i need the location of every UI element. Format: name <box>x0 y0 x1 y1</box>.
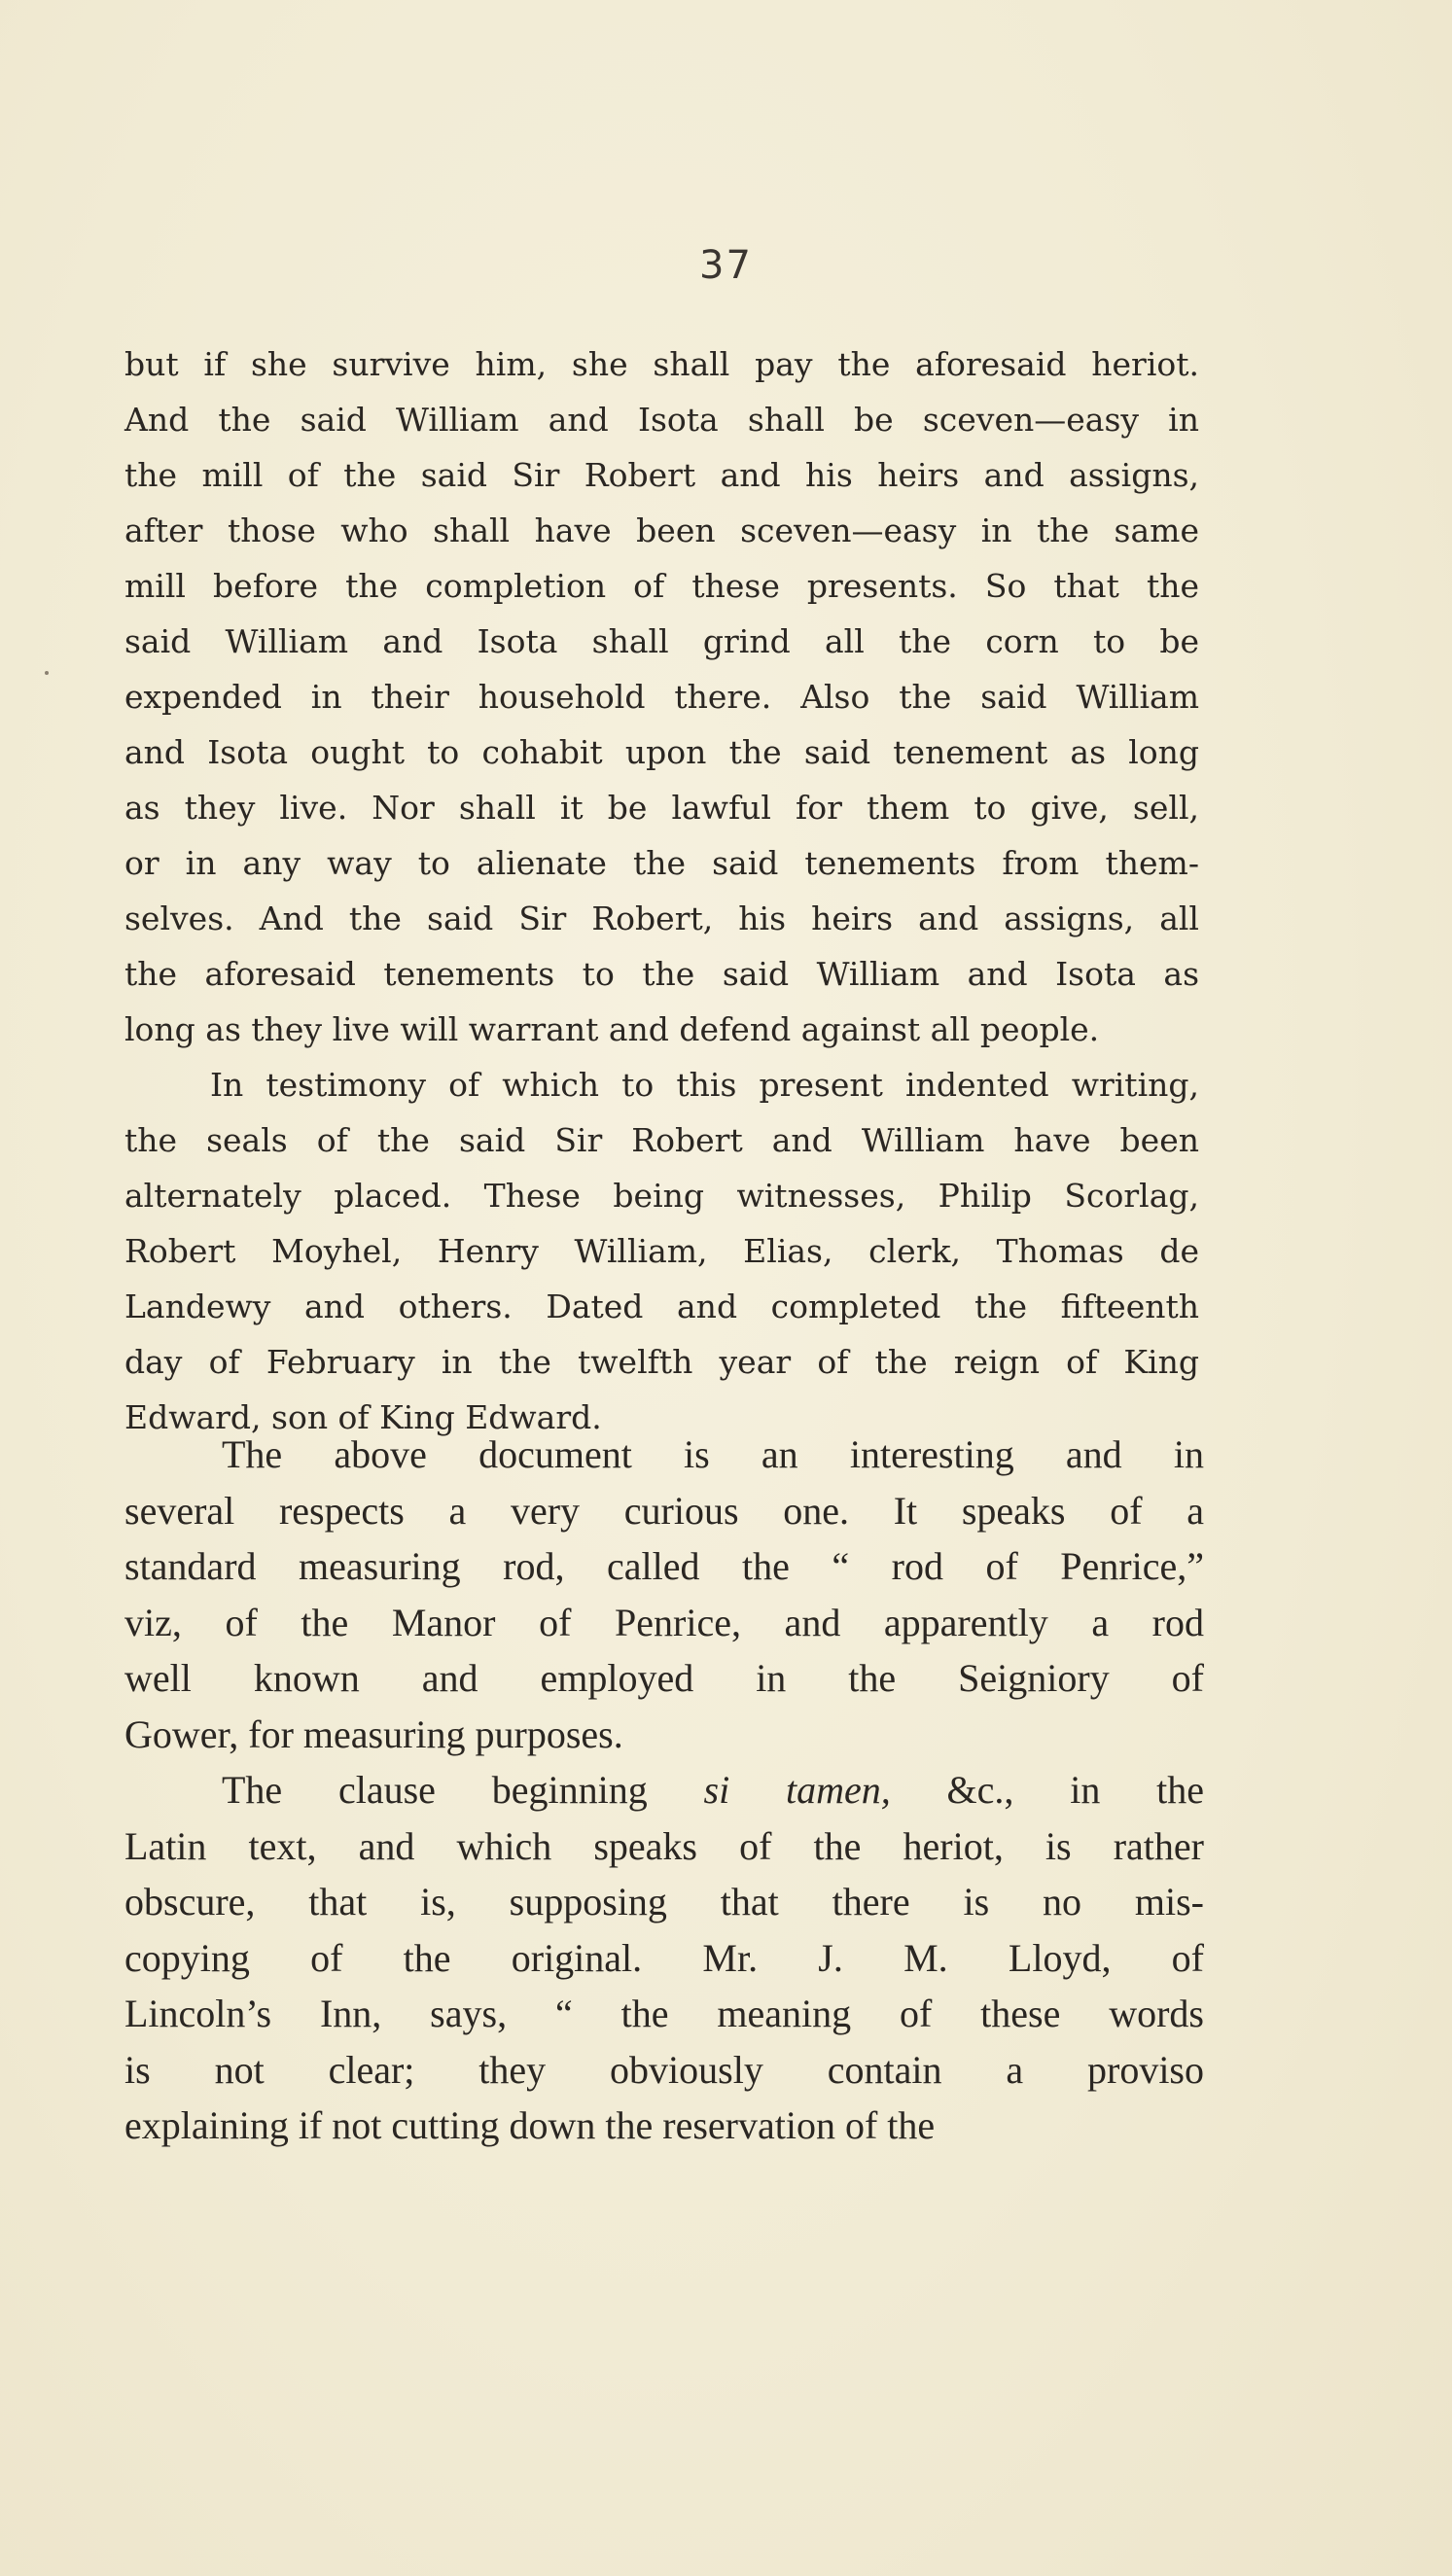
paragraph-line: standard measuring rod, called the “ rod of Penrice,” <box>124 1544 1204 1588</box>
clause-text: &c., in the <box>890 1768 1204 1812</box>
commentary-text <box>124 1427 1204 2154</box>
paragraph-line: The above document is an interesting and in <box>222 1432 1204 1476</box>
paragraph-line: explaining if not cutting down the reservation of the <box>124 2103 936 2147</box>
charter-line: expended in their household there. Also the said William <box>124 678 1199 716</box>
charter-line: but if she survive him, she shall pay the aforesaid heriot. <box>124 345 1199 383</box>
paragraph-line: obscure, that is, supposing that there is no mis- <box>124 1880 1204 1923</box>
paragraph-line: Lincoln’s Inn, says, “ the meaning of these words <box>124 1992 1204 2035</box>
paragraph-line: Latin text, and which speaks of the heriot, is rather <box>124 1823 1204 1868</box>
charter-line: In testimony of which to this present indented writing, <box>210 1066 1199 1104</box>
charter-line: selves. And the said Sir Robert, his heirs and assigns, all <box>124 900 1199 937</box>
margin-speck <box>45 671 49 675</box>
charter-line: as they live. Nor shall it be lawful for them to give, sell, <box>124 789 1199 827</box>
paragraph-line: is not clear; they obviously contain a proviso <box>124 2047 1204 2092</box>
paragraph-line: viz, of the Manor of Penrice, and apparently a rod <box>124 1600 1204 1644</box>
translated-charter-text <box>124 336 1199 1445</box>
paragraph-line: well known and employed in the Seigniory of <box>124 1656 1204 1700</box>
paragraph-line <box>124 1762 1204 1818</box>
charter-line: the seals of the said Sir Robert and William have been <box>124 1121 1199 1159</box>
charter-line: Landewy and others. Dated and completed the fifteenth <box>124 1288 1199 1325</box>
charter-line: long as they live will warrant and defend against all people. <box>124 1010 1100 1048</box>
charter-line: or in any way to alienate the said tenements from them- <box>124 844 1199 882</box>
charter-line: And the said William and Isota shall be sceven—easy in <box>124 401 1199 439</box>
charter-line: and Isota ought to cohabit upon the said tenement as long <box>124 733 1199 771</box>
charter-line: the mill of the said Sir Robert and his heirs and assigns, <box>124 456 1199 494</box>
charter-line: said William and Isota shall grind all the corn to be <box>124 622 1199 660</box>
clause-text: The clause beginning <box>222 1768 704 1812</box>
page-number: 37 <box>699 243 753 288</box>
charter-line: after those who shall have been sceven—easy in the same <box>124 512 1199 549</box>
charter-line: mill before the completion of these presents. So that the <box>124 567 1199 605</box>
charter-line: day of February in the twelfth year of the reign of King <box>124 1343 1199 1381</box>
charter-line: alternately placed. These being witnesses, Philip Scorlag, <box>124 1177 1199 1215</box>
charter-line: the aforesaid tenements to the said William and Isota as <box>124 955 1199 993</box>
charter-line: Edward, son of King Edward. <box>124 1398 602 1436</box>
charter-line: Robert Moyhel, Henry William, Elias, clerk, Thomas de <box>124 1232 1199 1270</box>
paragraph-line: several respects a very curious one. It speaks of a <box>124 1488 1204 1533</box>
paragraph-line: copying of the original. Mr. J. M. Lloyd, of <box>124 1935 1204 1980</box>
paragraph-line: Gower, for measuring purposes. <box>124 1711 623 1756</box>
latin-phrase: si tamen, <box>703 1768 891 1812</box>
